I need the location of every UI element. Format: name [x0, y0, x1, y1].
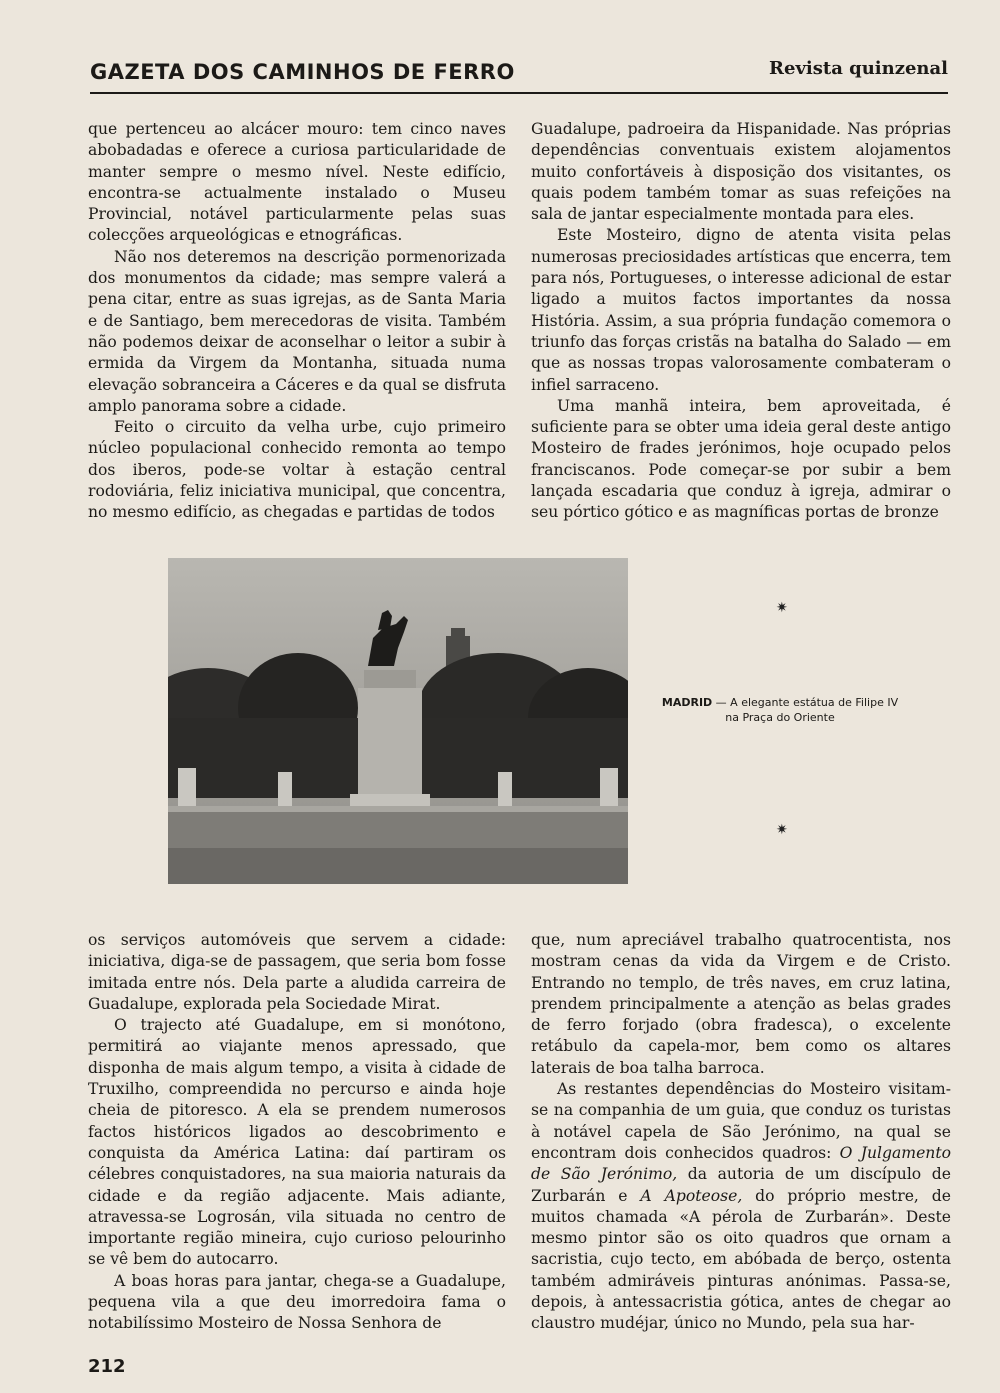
- text-run: As restantes dependências do Mosteiro visitam-se na companhia de um guia, que conduz os turistas à notável capela de São Jerónimo, na qual se encontram dois conhecidos quadros:: [531, 1080, 951, 1162]
- publication-title: GAZETA DOS CAMINHOS DE FERRO: [90, 60, 515, 84]
- paragraph: os serviços automóveis que servem a cidade: iniciativa, diga-se de passagem, que seria bom fosse imitada entre nós. Dela parte a aludida carreira de Guadalupe, explorada pela Sociedade Mirat.: [88, 931, 506, 1013]
- column-bottom-left: [88, 930, 506, 1335]
- paragraph: Guadalupe, padroeira da Hispanidade. Nas próprias dependências conventuais existem alojamentos muito confortáveis à disposição dos visitantes, os quais podem também tomar as suas refeições na sala de jantar especialmente montada para eles.: [531, 120, 951, 224]
- page-number: 212: [88, 1356, 126, 1377]
- paragraph: que pertenceu ao alcácer mouro: tem cinco naves abobadadas e oferece a curiosa particularidade de manter sempre o mesmo nível. Neste edifício, encontra-se actualmente instalado o Museu Provincial, notável particularmente pelas suas colecções arqueológicas e etnográficas.: [88, 120, 506, 245]
- column-top-left: [88, 119, 506, 524]
- photo-statue-filipe-iv: [168, 558, 628, 884]
- text-run: da autoria de um discípulo de Zurbarán e: [531, 1165, 951, 1205]
- painting-title: A Apoteose,: [640, 1186, 743, 1205]
- photo-caption: [660, 695, 900, 725]
- page-header: [90, 56, 948, 94]
- asterisk-ornament: ✷: [776, 600, 788, 616]
- statue-photo-image: [168, 558, 628, 884]
- paragraph: O trajecto até Guadalupe, em si monótono, permitirá ao viajante menos apressado, que disponha de mais algum tempo, a visita à cidade de Truxilho, compreendida no percurso e ainda hoje cheia de pitoresco. A ela se prendem numerosos factos históricos ligados ao descobrimento e conquista da América Latina: daí partiram os célebres conquistadores, na sua maioria naturais da cidade e da região adjacente. Mais adiante, atravessa-se Logrosán, vila situada no centro de importante região mineira, cujo curioso pelourinho se vê bem do autocarro.: [88, 1016, 506, 1269]
- text-run: do próprio mestre, de muitos chamada «A pérola de Zurbarán». Deste mesmo pintor são os oito quadros que ornam a sacristia, cujo tecto, em abóbada de berço, ostenta também admiráveis pinturas anónimas. Passa-se, depois, à antessacristia gótica, antes de chegar ao claustro mudéjar, único no Mundo, pela sua har-: [531, 1186, 951, 1333]
- paragraph: [531, 1079, 951, 1335]
- paragraph: que, num apreciável trabalho quatrocentista, nos mostram cenas da vida da Virgem e de Cristo. Entrando no templo, de três naves, em cruz latina, prendem principalmente a atenção as belas grades de ferro forjado (obra fradesca), o excelente retábulo da capela-mor, bem como os altares laterais de boa talha barroca.: [531, 931, 951, 1077]
- publication-subtitle: Revista quinzenal: [769, 58, 948, 79]
- paragraph: Não nos deteremos na descrição pormenorizada dos monumentos da cidade; mas sempre valerá a pena citar, entre as suas igrejas, as de Santa Maria e de Santiago, bem merecedoras de visita. Também não podemos deixar de aconselhar o leitor a subir à ermida da Virgem da Montanha, situada numa elevação sobranceira a Cáceres e da qual se disfruta amplo panorama sobre a cidade.: [88, 247, 506, 415]
- caption-text: — A elegante estátua de Filipe IV na Praça do Oriente: [712, 696, 899, 724]
- column-top-right: [531, 119, 951, 524]
- column-bottom-right: [531, 930, 951, 1335]
- paragraph: Uma manhã inteira, bem aproveitada, é suficiente para se obter uma ideia geral deste antigo Mosteiro de frades jerónimos, hoje ocupado pelos franciscanos. Pode começar-se por subir a bem lançada escadaria que conduz à igreja, admirar o seu pórtico gótico e as magníficas portas de bronze: [531, 396, 951, 522]
- paragraph: Este Mosteiro, digno de atenta visita pelas numerosas preciosidades artísticas que encerra, tem para nós, Portugueses, o interesse adicional de estar ligado a muitos factos importantes da nossa História. Assim, a sua própria fundação comemora o triunfo das forças cristãs na batalha do Salado — em que as nossas tropas valorosamente combateram o infiel sarraceno.: [531, 226, 951, 394]
- paragraph: Feito o circuito da velha urbe, cujo primeiro núcleo populacional conhecido remonta ao tempo dos iberos, pode-se voltar à estação central rodoviária, feliz iniciativa municipal, que concentra, no mesmo edifício, as chegadas e partidas de todos: [88, 418, 506, 522]
- asterisk-ornament: ✷: [776, 822, 788, 838]
- painting-title: O Julgamento de São Jerónimo,: [531, 1143, 951, 1184]
- caption-title: MADRID: [661, 696, 713, 709]
- paragraph: A boas horas para jantar, chega-se a Guadalupe, pequena vila a que deu imorredoira fama o notabilíssimo Mosteiro de Nossa Senhora de: [88, 1271, 506, 1333]
